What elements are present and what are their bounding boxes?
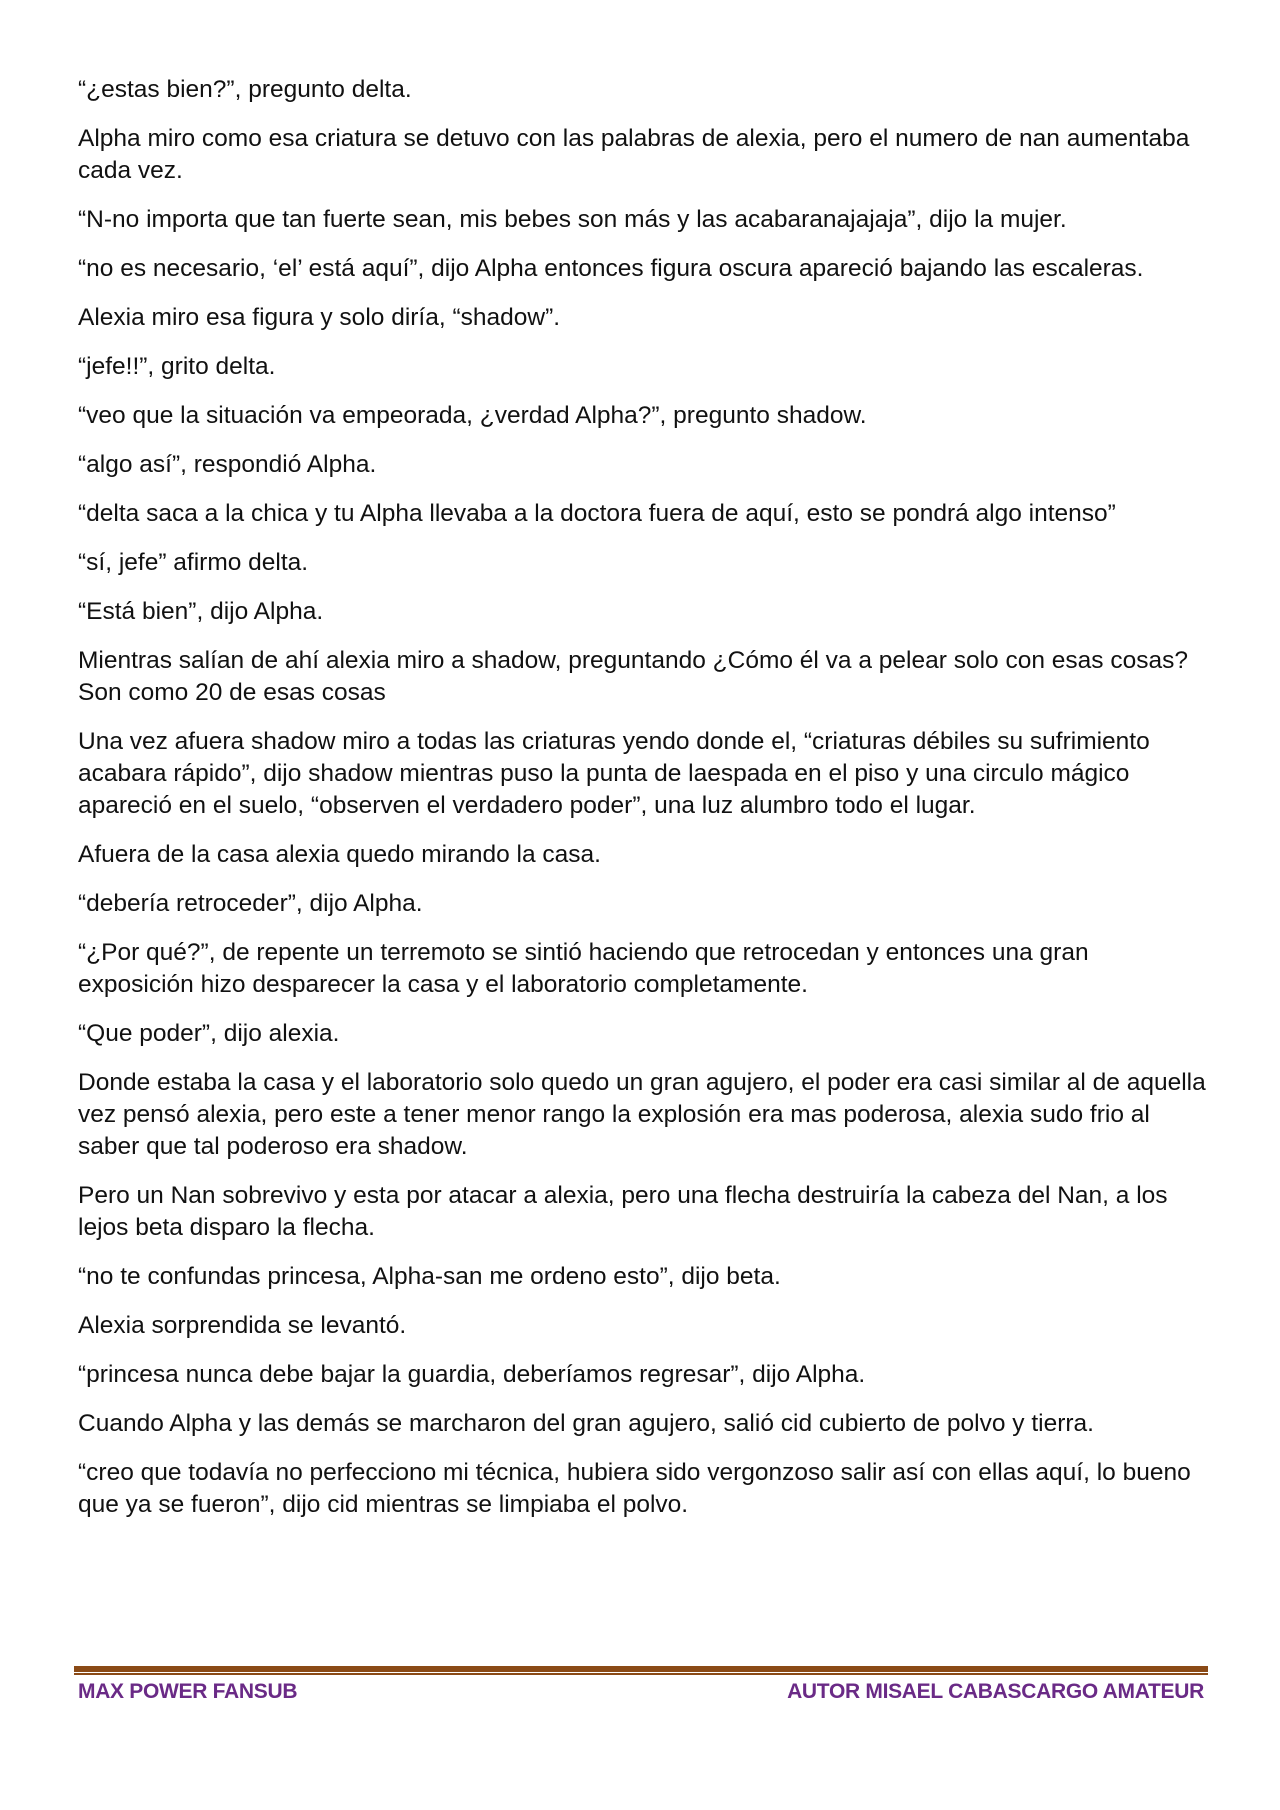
paragraph: Una vez afuera shadow miro a todas las criaturas yendo donde el, “criaturas débiles su sufrimiento acabara rápido”, dijo shadow mientras puso la punta de laespada en el piso y una circulo mágico apareció en el suelo, “observen el verdadero poder”, una luz alumbro todo el lugar. [78, 728, 1150, 819]
paragraph: Alpha miro como esa criatura se detuvo con las palabras de alexia, pero el numero de nan aumentaba cada vez. [78, 125, 1190, 184]
paragraph: “no te confundas princesa, Alpha-san me ordeno esto”, dijo beta. [78, 1263, 781, 1290]
paragraph: Alexia miro esa figura y solo diría, “shadow”. [78, 304, 561, 331]
paragraph: “delta saca a la chica y tu Alpha llevaba a la doctora fuera de aquí, esto se pondrá algo intenso” [78, 500, 1116, 527]
paragraph: “creo que todavía no perfecciono mi técnica, hubiera sido vergonzoso salir así con ellas aquí, lo bueno que ya se fueron”, dijo cid mientras se limpiaba el polvo. [78, 1459, 1191, 1518]
footer-rule [74, 1666, 1208, 1676]
paragraph: “sí, jefe” afirmo delta. [78, 549, 309, 576]
paragraph: “no es necesario, ‘el’ está aquí”, dijo Alpha entonces figura oscura apareció bajando las escaleras. [78, 255, 1144, 282]
paragraph: “¿Por qué?”, de repente un terremoto se sintió haciendo que retrocedan y entonces una gran exposición hizo desparecer la casa y el laboratorio completamente. [78, 939, 1089, 998]
paragraph: “N-no importa que tan fuerte sean, mis bebes son más y las acabaranajajaja”, dijo la mujer. [78, 206, 1067, 233]
paragraph: Mientras salían de ahí alexia miro a shadow, preguntando ¿Cómo él va a pelear solo con esas cosas? Son como 20 de esas cosas [78, 647, 1188, 706]
paragraph: “Está bien”, dijo Alpha. [78, 598, 324, 625]
paragraph: “jefe!!”, grito delta. [78, 353, 276, 380]
footer-right-text: AUTOR MISAEL CABASCARGO AMATEUR [787, 1680, 1204, 1703]
paragraph: “¿estas bien?”, pregunto delta. [78, 76, 412, 103]
paragraph: Donde estaba la casa y el laboratorio solo quedo un gran agujero, el poder era casi similar al de aquella vez pensó alexia, pero este a tener menor rango la explosión era mas poderosa, alexia sudo frio al saber que tal poderoso era shadow. [78, 1069, 1206, 1160]
footer-rule-thick [74, 1666, 1208, 1672]
footer-left-text: MAX POWER FANSUB [78, 1680, 298, 1703]
paragraph: “Que poder”, dijo alexia. [78, 1020, 340, 1047]
paragraph: Afuera de la casa alexia quedo mirando la casa. [78, 841, 601, 868]
footer-rule-thin [74, 1673, 1208, 1675]
paragraph: “debería retroceder”, dijo Alpha. [78, 890, 423, 917]
paragraph: “veo que la situación va empeorada, ¿verdad Alpha?”, pregunto shadow. [78, 402, 867, 429]
body-text [78, 74, 1208, 1538]
paragraph: Pero un Nan sobrevivo y esta por atacar a alexia, pero una flecha destruiría la cabeza del Nan, a los lejos beta disparo la flecha. [78, 1182, 1168, 1241]
paragraph: Cuando Alpha y las demás se marcharon del gran agujero, salió cid cubierto de polvo y tierra. [78, 1410, 1094, 1437]
paragraph: “algo así”, respondió Alpha. [78, 451, 377, 478]
paragraph: “princesa nunca debe bajar la guardia, deberíamos regresar”, dijo Alpha. [78, 1361, 866, 1388]
paragraph: Alexia sorprendida se levantó. [78, 1312, 407, 1339]
